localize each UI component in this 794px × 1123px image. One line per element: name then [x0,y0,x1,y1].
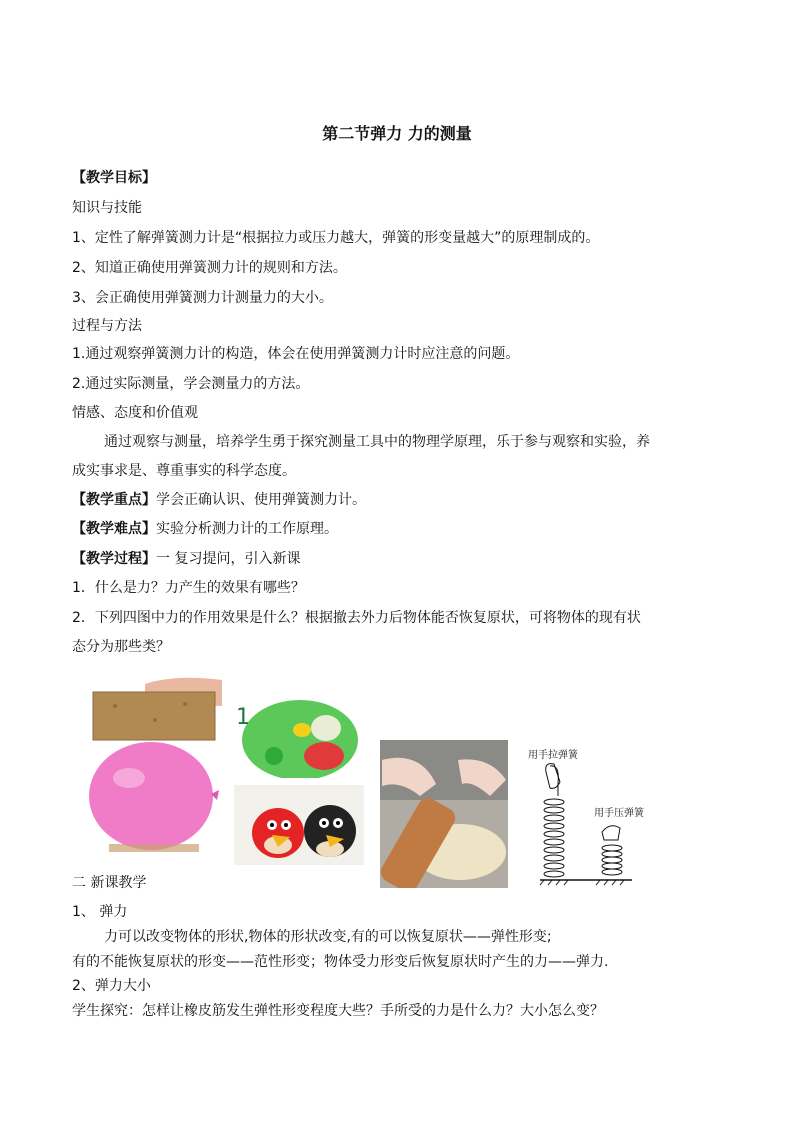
balloon-brick-image [85,676,222,860]
question-2-line-2: 态分为那些类？ [72,639,170,655]
process-methods-heading: 过程与方法 [72,318,142,334]
knowledge-item-2: 2、知道正确使用弹簧测力计的规则和方法。 [72,260,347,276]
difficulty-text: 实验分析测力计的工作原理。 [156,521,338,537]
teaching-goals-heading: 【教学目标】 [72,170,156,186]
emotion-line-2: 成实事求是、尊重事实的科学态度。 [72,463,296,479]
question-2-line-1: 2．下列四图中力的作用效果是什么？根据撤去外力后物体能否恢复原状，可将物体的现有状 [72,610,641,626]
process-item-2: 2.通过实际测量，学会测量力的方法。 [72,376,310,392]
rolling-dough-image [380,740,508,888]
elastic-force-heading: 1、 弹力 [72,904,128,920]
clay-birds-image [234,785,364,865]
student-inquiry-line: 学生探究：怎样让橡皮筋发生弹性形变程度大些？手所受的力是什么力？大小怎么变？ [72,1003,604,1019]
key-point-label: 【教学重点】 [72,492,156,508]
teaching-process-label: 【教学过程】 [72,551,156,567]
process-item-1: 1.通过观察弹簧测力计的构造，体会在使用弹簧测力计时应注意的问题。 [72,346,520,362]
elastic-definition-line-1: 力可以改变物体的形状,物体的形状改变,有的可以恢复原状——弹性形变; [104,929,552,945]
knowledge-skills-heading: 知识与技能 [72,200,142,216]
elastic-size-heading: 2、弹力大小 [72,978,151,994]
knowledge-item-1: 1、定性了解弹簧测力计是“根据拉力或压力越大，弹簧的形变量越大”的原理制成的。 [72,230,600,246]
clay-image-number: 1 [236,705,250,730]
teaching-process-line [72,549,300,569]
key-point-line [72,490,366,510]
emotion-line-1: 通过观察与测量，培养学生勇于探究测量工具中的物理学原理，乐于参与观察和实验，养 [104,434,650,450]
key-point-text: 学会正确认识、使用弹簧测力计。 [156,492,366,508]
knowledge-item-3: 3、会正确使用弹簧测力计测量力的大小。 [72,290,333,306]
new-lesson-heading: 二 新课教学 [72,875,147,891]
clay-shapes-image [234,694,358,778]
teaching-process-text: 一 复习提问，引入新课 [156,551,301,567]
page-title: 第二节弹力 力的测量 [322,124,472,143]
emotion-heading: 情感、态度和价值观 [72,405,198,421]
spring-pull-label: 用手拉弹簧 [528,750,578,761]
difficulty-label: 【教学难点】 [72,521,156,537]
spring-push-label: 用手压弹簧 [594,808,644,819]
spring-diagram-image [520,744,656,886]
difficulty-line [72,519,338,539]
question-1: 1．什么是力？力产生的效果有哪些？ [72,580,305,596]
elastic-definition-line-2: 有的不能恢复原状的形变——范性形变；物体受力形变后恢复原状时产生的力——弹力. [72,954,609,970]
